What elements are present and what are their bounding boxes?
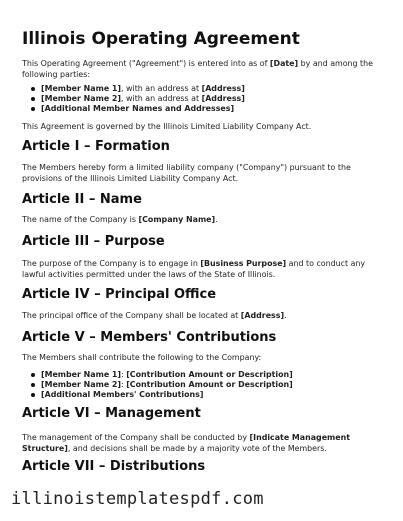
article-2-heading: Article II – Name bbox=[22, 192, 142, 207]
article-3-heading: Article III – Purpose bbox=[22, 234, 165, 249]
article-2-text-after: . bbox=[215, 215, 218, 224]
article-6-text-before: The management of the Company shall be conducted by bbox=[22, 433, 250, 442]
contribution-member: [Member Name 1] bbox=[41, 370, 122, 379]
list-item bbox=[30, 84, 380, 94]
party-address: [Address] bbox=[201, 94, 245, 103]
office-address-placeholder: [Address] bbox=[240, 311, 285, 320]
date-placeholder: [Date] bbox=[269, 59, 299, 68]
article-4-text bbox=[22, 310, 380, 321]
article-2-text bbox=[22, 214, 380, 225]
list-item bbox=[30, 390, 380, 400]
governing-law-paragraph: This Agreement is governed by the Illinois Limited Liability Company Act. bbox=[22, 122, 312, 131]
article-2-text-before: The name of the Company is bbox=[22, 215, 139, 224]
article-4-text-after: . bbox=[284, 311, 287, 320]
party-address: [Address] bbox=[201, 84, 245, 93]
party-name: [Additional Member Names and Addresses] bbox=[41, 104, 235, 113]
article-3-text-after: and to conduct any lawful activities permitted under the laws of the State of Illinois. bbox=[22, 259, 366, 279]
article-4-text-before: The principal office of the Company shall be located at bbox=[22, 311, 241, 320]
article-1-text: The Members hereby form a limited liability company ("Company") pursuant to the provisions of the Illinois Limited Liability Company Act. bbox=[22, 163, 351, 183]
party-name: [Member Name 2] bbox=[41, 94, 122, 103]
company-name-placeholder: [Company Name] bbox=[138, 215, 216, 224]
party-name: [Member Name 1] bbox=[41, 84, 122, 93]
document-title: Illinois Operating Agreement bbox=[22, 29, 300, 49]
list-item bbox=[30, 104, 380, 114]
contribution-member: [Member Name 2] bbox=[41, 380, 122, 389]
party-address-prefix: , with an address at bbox=[121, 94, 202, 103]
article-1-heading: Article I – Formation bbox=[22, 139, 170, 154]
contributions-list bbox=[30, 370, 380, 400]
contribution-value: [Contribution Amount or Description] bbox=[126, 370, 293, 379]
contribution-member: [Additional Members' Contributions] bbox=[41, 390, 204, 399]
party-address-prefix: , with an address at bbox=[121, 84, 202, 93]
article-6-text-after: , and decisions shall be made by a majority vote of the Members. bbox=[67, 444, 327, 453]
intro-text-after: by and among the following parties: bbox=[22, 59, 374, 79]
list-item bbox=[30, 94, 380, 104]
contribution-separator: : bbox=[121, 370, 127, 379]
article-3-text-before: The purpose of the Company is to engage in bbox=[22, 259, 201, 268]
article-6-heading: Article VI – Management bbox=[22, 406, 201, 421]
website-watermark: illinoistemplatespdf.com bbox=[11, 489, 264, 509]
business-purpose-placeholder: [Business Purpose] bbox=[200, 259, 287, 268]
article-3-text bbox=[22, 258, 380, 280]
article-5-heading: Article V – Members' Contributions bbox=[22, 330, 277, 345]
list-item bbox=[30, 370, 380, 380]
list-item bbox=[30, 380, 380, 390]
article-7-heading: Article VII – Distributions bbox=[22, 459, 206, 474]
parties-list bbox=[30, 84, 380, 114]
management-structure-placeholder: [Indicate Management Structure] bbox=[22, 433, 351, 453]
article-4-heading: Article IV – Principal Office bbox=[22, 287, 217, 302]
contribution-separator: : bbox=[121, 380, 127, 389]
article-5-text: The Members shall contribute the following to the Company: bbox=[22, 353, 262, 362]
article-6-text bbox=[22, 432, 380, 454]
intro-text-before: This Operating Agreement ("Agreement") is entered into as of bbox=[22, 59, 270, 68]
intro-paragraph bbox=[22, 58, 380, 80]
contribution-value: [Contribution Amount or Description] bbox=[126, 380, 293, 389]
